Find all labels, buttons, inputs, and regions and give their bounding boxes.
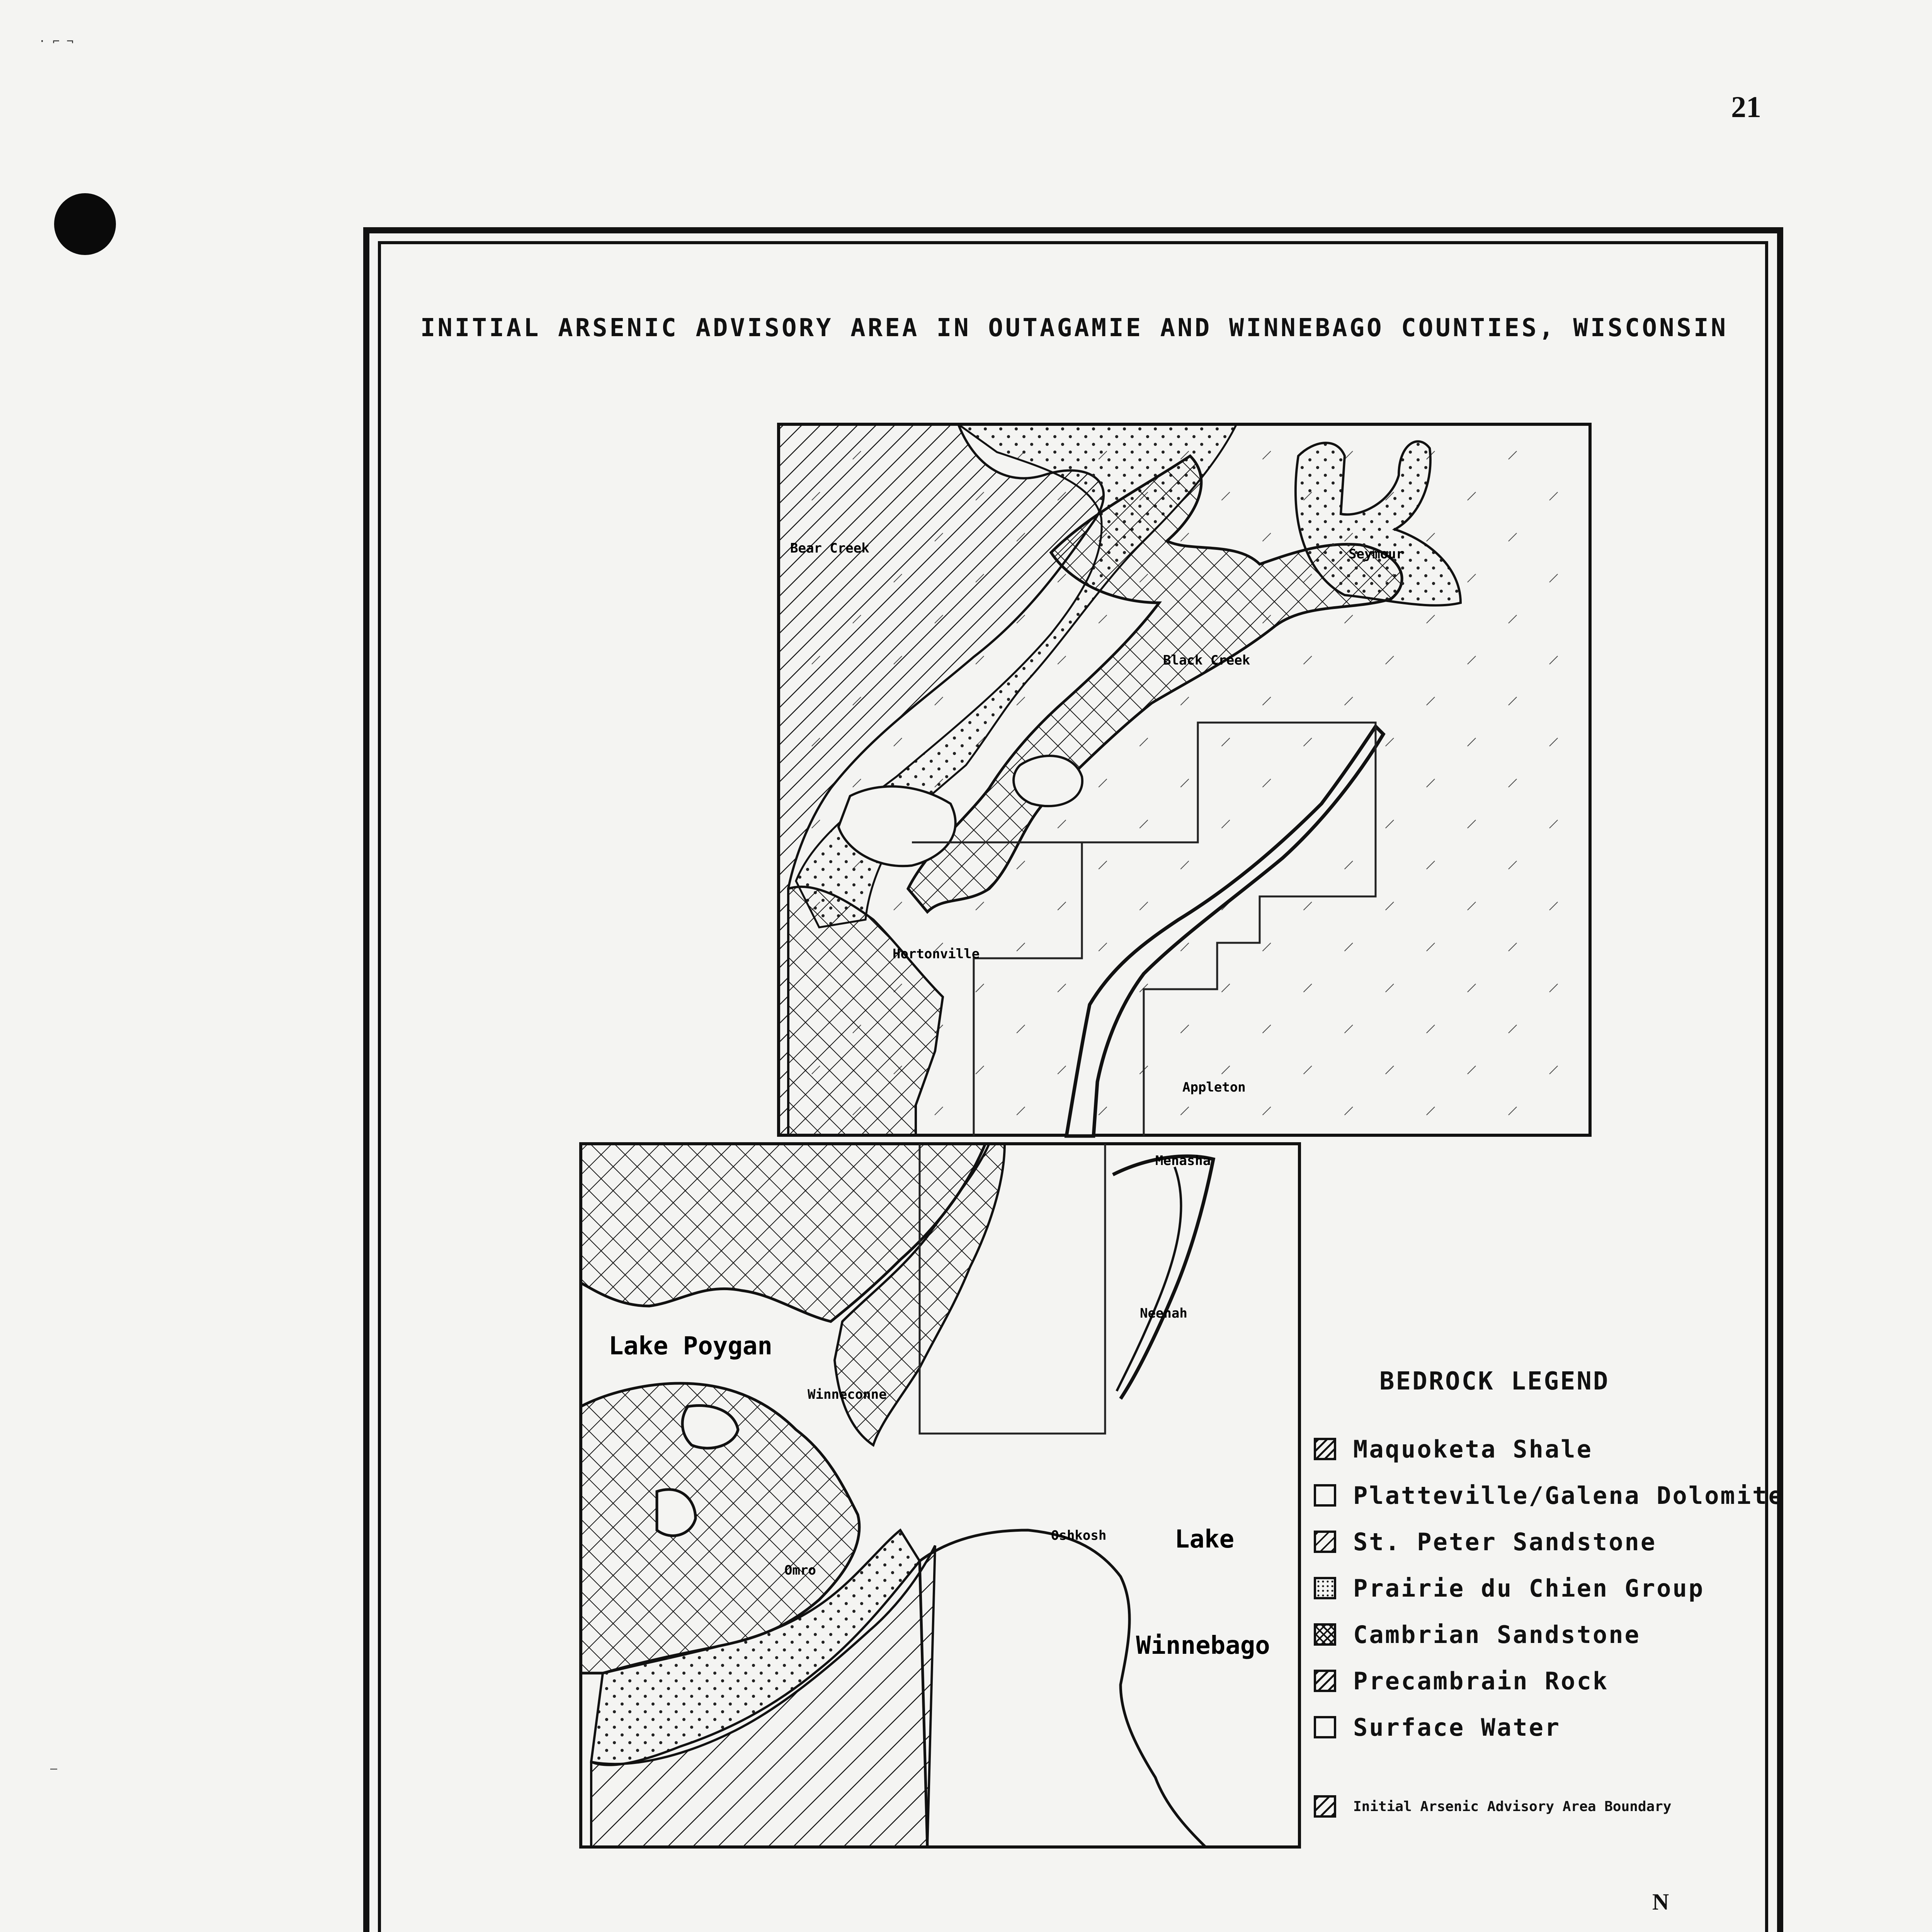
legend-item <box>1314 1472 1784 1519</box>
legend-title: BEDROCK LEGEND <box>1379 1367 1610 1396</box>
place-label-lake-winnebago-line1: Lake <box>1175 1525 1235 1554</box>
outagamie-panel <box>779 424 1590 1136</box>
legend-label: Precambrain Rock <box>1353 1667 1609 1695</box>
place-label-omro: Omro <box>784 1563 816 1578</box>
legend-label: Surface Water <box>1353 1713 1561 1742</box>
legend-swatch-prairie-du-chien <box>1314 1577 1336 1599</box>
legend-item <box>1314 1426 1784 1472</box>
place-label-winneconne: Winneconne <box>808 1387 887 1402</box>
scan-mark: — <box>50 1762 58 1776</box>
legend-item <box>1314 1658 1784 1704</box>
legend-swatch-platteville <box>1314 1484 1336 1507</box>
place-label-oshkosh: Oshkosh <box>1051 1528 1107 1543</box>
legend-boundary-item <box>1314 1795 1672 1818</box>
place-label-hortonville: Hortonville <box>893 946 980 962</box>
legend-item <box>1314 1565 1784 1611</box>
north-label: N <box>1652 1889 1669 1915</box>
legend-label: Maquoketa Shale <box>1353 1435 1593 1463</box>
legend-label: St. Peter Sandstone <box>1353 1527 1657 1556</box>
scan-mark: · ⌐ ¬ <box>39 35 74 48</box>
legend-item <box>1314 1519 1784 1565</box>
place-label-bear-creek: Bear Creek <box>790 541 869 556</box>
legend-item <box>1314 1704 1784 1750</box>
place-label-neenah: Neenah <box>1140 1306 1187 1321</box>
legend-swatch-surface-water <box>1314 1716 1336 1738</box>
legend-item <box>1314 1611 1784 1658</box>
map-title: INITIAL ARSENIC ADVISORY AREA IN OUTAGAMIE AND WINNEBAGO COUNTIES, WISCONSIN <box>420 314 1728 342</box>
legend-label: Prairie du Chien Group <box>1353 1574 1705 1602</box>
page-number: 21 <box>1731 90 1761 124</box>
legend-label: Platteville/Galena Dolomite <box>1353 1481 1784 1510</box>
legend-swatch-advisory-boundary <box>1314 1795 1336 1818</box>
place-label-lake-poygan: Lake Poygan <box>609 1332 772 1361</box>
place-label-appleton: Appleton <box>1182 1080 1246 1095</box>
place-label-menasha: Menasha <box>1155 1153 1211 1168</box>
legend-swatch-st-peter <box>1314 1531 1336 1553</box>
legend-swatch-maquoketa <box>1314 1438 1336 1460</box>
winnebago-panel <box>581 1144 1299 1847</box>
place-label-black-creek: Black Creek <box>1163 653 1250 668</box>
bedrock-legend <box>1314 1426 1784 1750</box>
place-label-seymour: Seymour <box>1349 546 1404 562</box>
legend-swatch-cambrian <box>1314 1623 1336 1646</box>
legend-boundary-label: Initial Arsenic Advisory Area Boundary <box>1353 1798 1672 1815</box>
legend-swatch-precambrian <box>1314 1670 1336 1692</box>
place-label-lake-winnebago-line2: Winnebago <box>1136 1631 1270 1660</box>
legend-label: Cambrian Sandstone <box>1353 1620 1641 1649</box>
